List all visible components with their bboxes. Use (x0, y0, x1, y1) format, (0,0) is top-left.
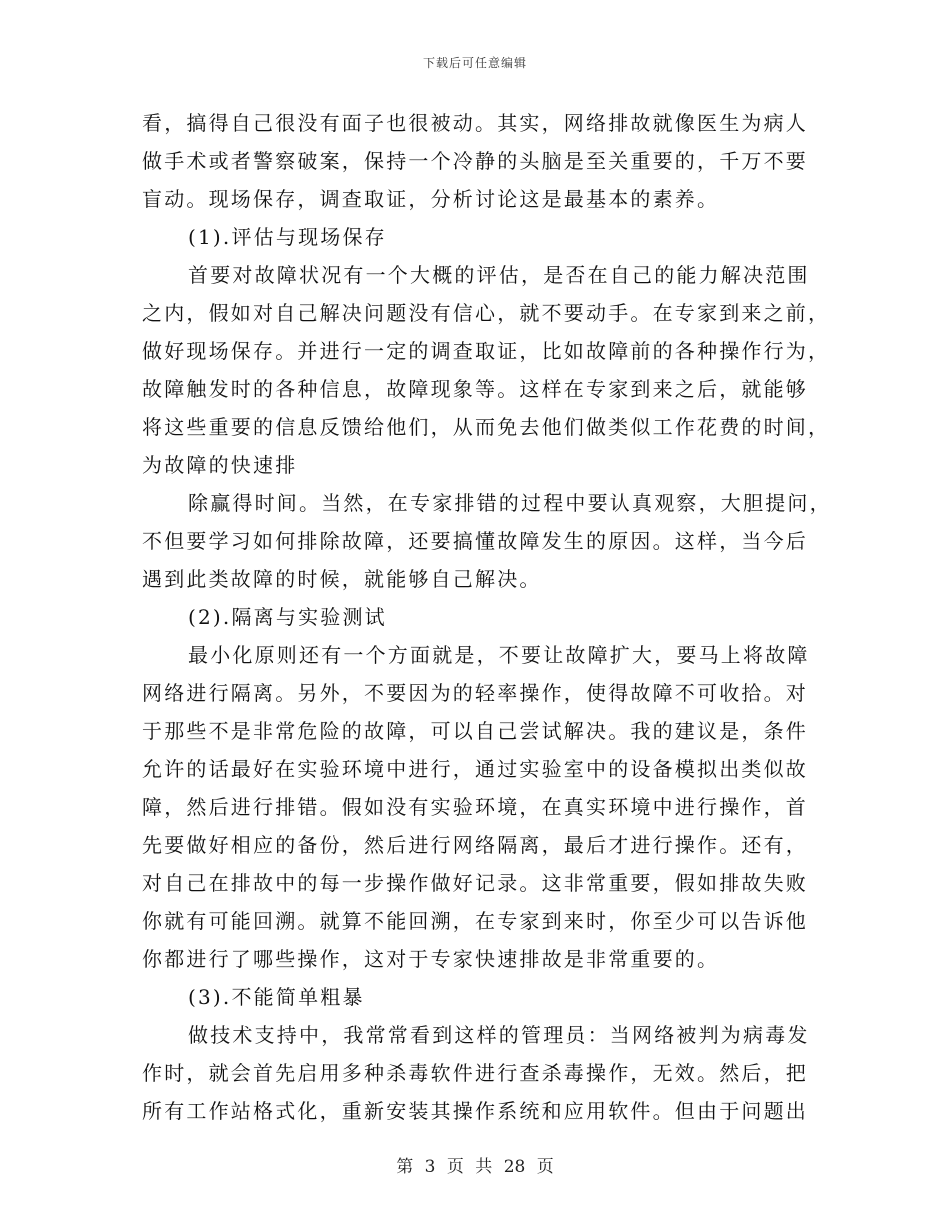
paragraph-line: 于那些不是非常危险的故障，可以自己尝试解决。我的建议是，条件 (142, 719, 808, 743)
paragraph-line: 允许的话最好在实验环境中进行，通过实验室中的设备模拟出类似故 (142, 757, 808, 781)
paragraph-line: 不但要学习如何排除故障，还要搞懂故障发生的原因。这样，当今后 (142, 529, 808, 553)
paragraph-line: 除赢得时间。当然，在专家排错的过程中要认真观察，大胆提问， (188, 491, 832, 515)
paragraph-line: 做技术支持中，我常常看到这样的管理员：当网络被判为病毒发 (188, 1023, 810, 1047)
document-body (142, 104, 832, 1130)
paragraph-line: 对自己在排故中的每一步操作做好记录。这非常重要，假如排故失败 (142, 871, 808, 895)
section-heading: (3).不能简单粗暴 (188, 985, 365, 1009)
paragraph-line: 障，然后进行排错。假如没有实验环境，在真实环境中进行操作，首 (142, 795, 808, 819)
paragraph-line: 最小化原则还有一个方面就是，不要让故障扩大，要马上将故障 (188, 643, 810, 667)
paragraph-line: 做手术或者警察破案，保持一个冷静的头脑是至关重要的，千万不要 (142, 149, 808, 173)
paragraph-line: 故障触发时的各种信息，故障现象等。这样在专家到来之后，就能够 (142, 377, 808, 401)
paragraph-line: 网络进行隔离。另外，不要因为的轻率操作，使得故障不可收拾。对 (142, 681, 808, 705)
section-heading: (2).隔离与实验测试 (188, 605, 387, 629)
section-heading: (1).评估与现场保存 (188, 225, 387, 249)
paragraph-line: 为故障的快速排 (142, 453, 298, 477)
paragraph-line: 之内，假如对自己解决问题没有信心，就不要动手。在专家到来之前， (142, 301, 831, 325)
page-header-note: 下载后可任意编辑 (422, 56, 527, 70)
paragraph-line: 所有工作站格式化，重新安装其操作系统和应用软件。但由于问题出 (142, 1099, 808, 1123)
paragraph-line: 先要做好相应的备份，然后进行网络隔离，最后才进行操作。还有， (142, 833, 808, 857)
paragraph-line: 你就有可能回溯。就算不能回溯，在专家到来时，你至少可以告诉他 (142, 909, 808, 933)
paragraph-line: 将这些重要的信息反馈给他们，从而免去他们做类似工作花费的时间， (142, 415, 831, 439)
paragraph-line: 作时，就会首先启用多种杀毒软件进行查杀毒操作，无效。然后，把 (142, 1061, 808, 1085)
paragraph-line: 盲动。现场保存，调查取证，分析讨论这是最基本的素养。 (142, 187, 720, 211)
paragraph-line: 首要对故障状况有一个大概的评估，是否在自己的能力解决范围 (188, 263, 810, 287)
paragraph-line: 遇到此类故障的时候，就能够自己解决。 (142, 567, 542, 591)
paragraph-line: 做好现场保存。并进行一定的调查取证，比如故障前的各种操作行为， (142, 339, 831, 363)
paragraph-line: 看，搞得自己很没有面子也很被动。其实，网络排故就像医生为病人 (142, 111, 808, 135)
page-number-footer: 第 3 页 共 28 页 (396, 1157, 554, 1177)
paragraph-line: 你都进行了哪些操作，这对于专家快速排故是非常重要的。 (142, 947, 720, 971)
